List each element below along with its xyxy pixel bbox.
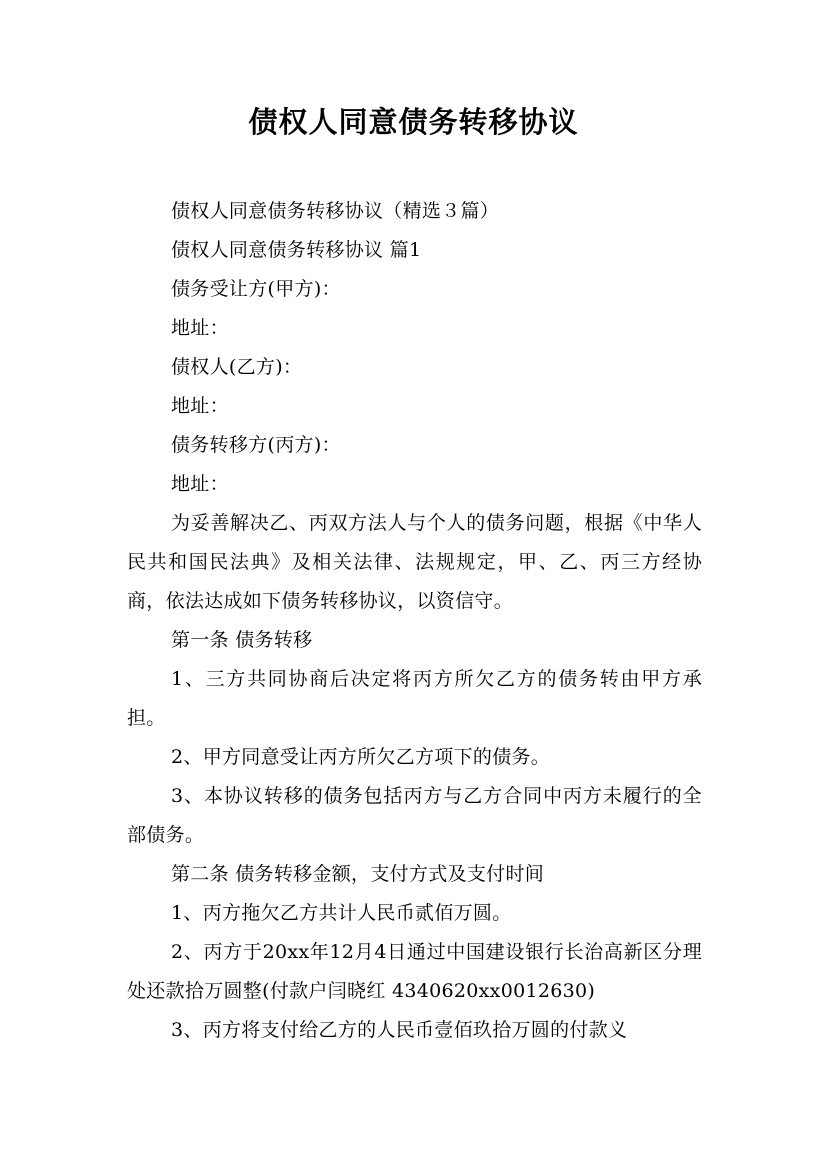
paragraph-address-b: 地址：: [171, 395, 229, 417]
paragraph-address-a: 地址：: [171, 317, 229, 339]
paragraph-party-c: 债务转移方(丙方)：: [171, 434, 341, 456]
paragraph-section-heading: 债权人同意债务转移协议 篇1: [171, 239, 422, 261]
paragraph-article-2-clause-3: 3、丙方将支付给乙方的人民币壹佰玖拾万圆的付款义: [171, 1019, 628, 1041]
paragraph-preamble: 为妥善解决乙、丙双方法人与个人的债务问题，根据《中华人民共和国民法典》及相关法律、法规规定，甲、乙、丙三方经协商，依法达成如下债务转移协议，以资信守。: [127, 512, 702, 612]
paragraph-subtitle: 债权人同意债务转移协议（精选３篇）: [171, 200, 500, 222]
document-title: 债权人同意债务转移协议: [248, 105, 579, 139]
paragraph-article-2-clause-1: 1、丙方拖欠乙方共计人民币贰佰万圆。: [171, 902, 512, 924]
paragraph-article-2-clause-2: 2、丙方于20xx年12月4日通过中国建设银行长治高新区分理处还款拾万圆整(付款户闫晓红 4340620xx0012630): [127, 941, 702, 1002]
paragraph-article-1-clause-2: 2、甲方同意受让丙方所欠乙方项下的债务。: [171, 746, 551, 768]
paragraph-party-a: 债务受让方(甲方)：: [171, 278, 341, 300]
paragraph-party-b: 债权人(乙方)：: [171, 356, 303, 378]
paragraph-article-1-heading: 第一条 债务转移: [171, 629, 313, 651]
document-body: [127, 192, 702, 1050]
paragraph-article-1-clause-3: 3、本协议转移的债务包括丙方与乙方合同中丙方未履行的全部债务。: [127, 785, 702, 846]
paragraph-article-1-clause-1: 1、三方共同协商后决定将丙方所欠乙方的债务转由甲方承担。: [127, 668, 702, 729]
paragraph-address-c: 地址：: [171, 473, 229, 495]
paragraph-article-2-heading: 第二条 债务转移金额，支付方式及支付时间: [171, 863, 545, 885]
